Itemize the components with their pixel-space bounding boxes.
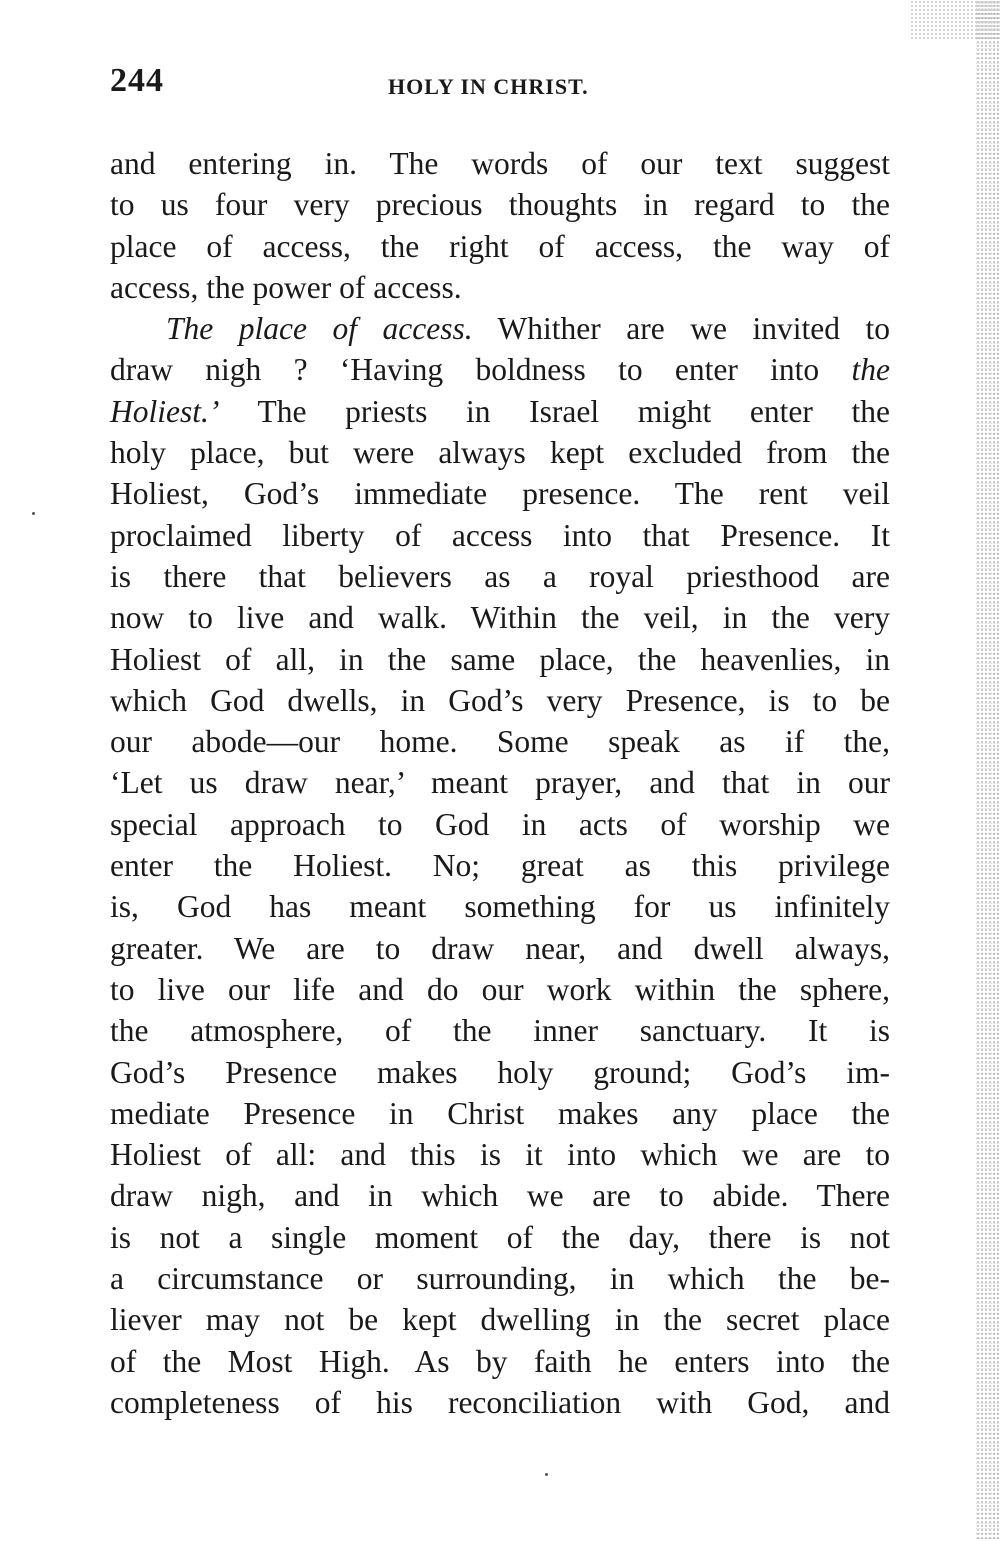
page-header: [110, 62, 890, 102]
text-line: the atmosphere, of the inner sanctuary. It is: [110, 1013, 890, 1049]
text-line: a circumstance or surrounding, in which the be-: [110, 1261, 890, 1297]
text-line: now to live and walk. Within the veil, in the very: [110, 600, 890, 636]
text-line: completeness of his reconciliation with God, and: [110, 1384, 890, 1420]
text-span: The priests in Israel might enter the: [257, 393, 890, 429]
text-line: [110, 349, 890, 390]
text-line: special approach to God in acts of worship we: [110, 806, 890, 842]
text-line: draw nigh, and in which we are to abide. There: [110, 1178, 890, 1214]
text-line: to live our life and do our work within the sphere,: [110, 971, 890, 1007]
text-line: Holiest of all, in the same place, the heavenlies, in: [110, 641, 890, 677]
text-line: holy place, but were always kept excluded from the: [110, 435, 890, 471]
text-line: to us four very precious thoughts in regard to the: [110, 187, 890, 223]
text-line: greater. We are to draw near, and dwell always,: [110, 930, 890, 966]
italic-word: Holiest.’: [110, 393, 220, 429]
text-line: [110, 391, 890, 432]
scan-edge-texture: [976, 0, 1000, 1541]
text-line: enter the Holiest. No; great as this privilege: [110, 848, 890, 884]
italic-heading: The place of access.: [166, 311, 473, 347]
text-line: place of access, the right of access, the way of: [110, 228, 890, 264]
text-line: of the Most High. As by faith he enters into the: [110, 1343, 890, 1379]
scan-speck: [32, 512, 35, 515]
text-line: our abode—our home. Some speak as if the,: [110, 724, 890, 760]
text-line: proclaimed liberty of access into that Presence. It: [110, 517, 890, 553]
text-span: draw nigh ? ‘Having boldness to enter into: [110, 352, 820, 388]
scan-speck: [545, 1473, 548, 1476]
text-line: liever may not be kept dwelling in the secret place: [110, 1302, 890, 1338]
italic-word: the: [851, 352, 890, 388]
text-line: is not a single moment of the day, there is not: [110, 1219, 890, 1255]
text-line: Holiest of all: and this is it into which we are to: [110, 1137, 890, 1173]
running-head: HOLY IN CHRIST.: [388, 74, 589, 99]
text-line: [110, 308, 890, 349]
text-line: and entering in. The words of our text suggest: [110, 146, 890, 181]
page-number: 244: [110, 62, 164, 99]
text-line: Holiest, God’s immediate presence. The rent veil: [110, 476, 890, 512]
text-line: mediate Presence in Christ makes any place the: [110, 1095, 890, 1131]
text-line: access, the power of access.: [110, 269, 462, 305]
text-line: ‘Let us draw near,’ meant prayer, and that in our: [110, 765, 890, 801]
text-span: Whither are we invited to: [497, 311, 890, 347]
text-line: is there that believers as a royal priesthood are: [110, 558, 890, 594]
text-line: God’s Presence makes holy ground; God’s im-: [110, 1054, 890, 1090]
text-line: is, God has meant something for us infinitely: [110, 889, 890, 925]
text-line: which God dwells, in God’s very Presence, is to be: [110, 682, 890, 718]
scan-corner-texture: [910, 0, 1000, 40]
body-text: [110, 143, 890, 1423]
